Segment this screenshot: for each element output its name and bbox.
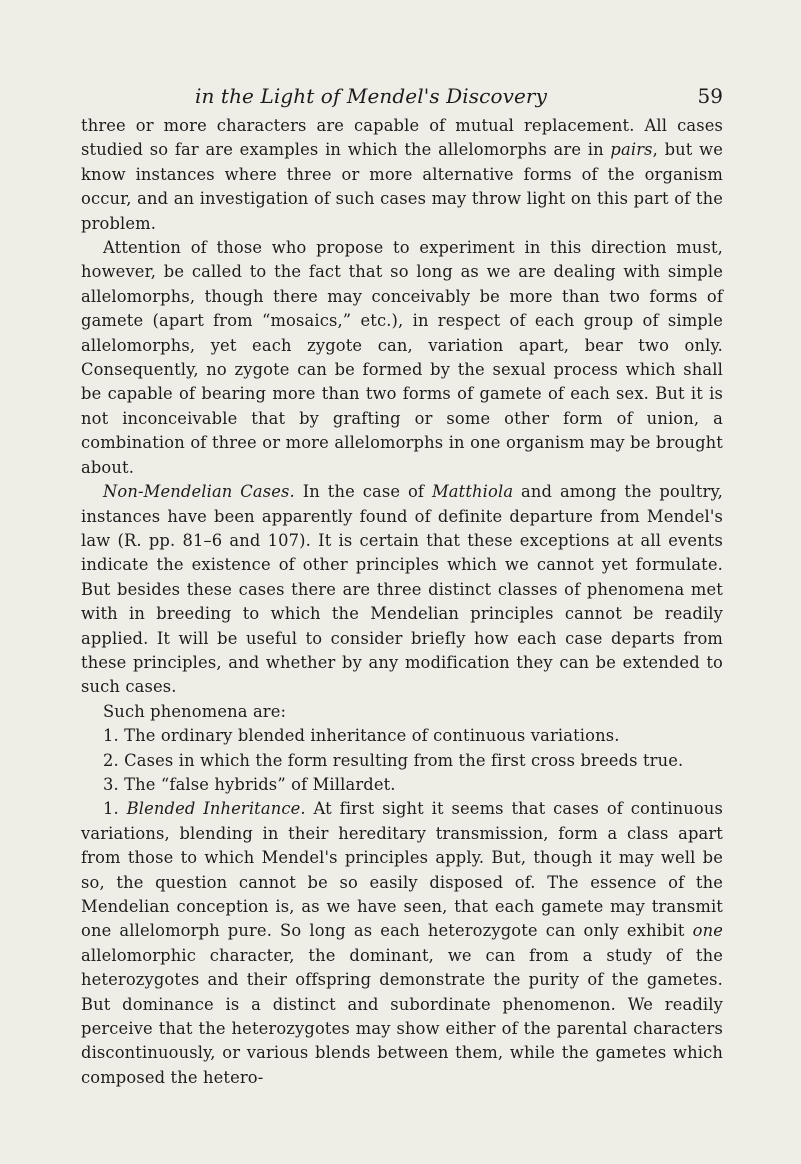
page-header [81, 80, 723, 114]
running-title: in the Light of Mendel's Discovery [195, 84, 547, 108]
emphasis: Matthiola [431, 482, 514, 502]
emphasis: one [692, 921, 723, 941]
emphasis: pairs [610, 140, 653, 160]
paragraph: three or more characters are capable of mutual replacement. All cases studied so far are examples in which the allelomorphs are in pairs, but we know instances where three or more alternative forms of the organism occur, and an investigation of such cases may throw light on this part of the problem. [81, 116, 724, 233]
body-text [81, 114, 723, 1090]
paragraph: 1. Blended Inheritance. At first sight it seems that cases of continuous variations, blending in their hereditary transmission, form a class apart from those to which Mendel's principles apply. But, though it may well be so, the question cannot be so easily disposed of. The essence of the Mendelian conception is, as we have seen, that each gamete may transmit one allelomorph pure. So long as each heterozygote can only exhibit one allelomorphic character, the dominant, we can from a study of the heterozygotes and their offspring demonstrate the purity of the gametes. But dominance is a distinct and subordinate phenomenon. We readily perceive that the heterozygotes may show either of the parental characters discontinuously, or various blends between them, while the gametes which composed the hetero- [81, 799, 724, 1087]
section-heading: Blended Inheritance. [126, 799, 306, 819]
page-number: 59 [697, 84, 723, 108]
section-heading: Non-Mendelian Cases. [103, 482, 295, 502]
list-item: 2. Cases in which the form resulting from the first cross breeds true. [103, 750, 684, 770]
book-page [81, 80, 723, 1090]
list-item: 3. The “false hybrids” of Millardet. [103, 774, 396, 794]
paragraph: Non-Mendelian Cases. In the case of Matthiola and among the poultry, instances have been apparently found of definite departure from Mendel's law (R. pp. 81–6 and 107). It is certain that these exceptions at all events indicate the existence of other principles which we cannot yet formulate. But besides these cases there are three distinct classes of phenomena met with in breeding to which the Mendelian principles cannot be readily applied. It will be useful to consider briefly how each case departs from these principles, and whether by any modification they can be extended to such cases. [81, 482, 724, 697]
paragraph: Such phenomena are: [103, 701, 287, 721]
paragraph: Attention of those who propose to experiment in this direction must, however, be called to the fact that so long as we are dealing with simple allelomorphs, though there may conceivably be more than two forms of gamete (apart from “mosaics,” etc.), in respect of each group of simple allelomorphs, yet each zygote can, variation apart, bear two only. Consequently, no zygote can be formed by the sexual process which shall be capable of bearing more than two forms of gamete of each sex. But it is not inconceivable that by grafting or some other form of union, a combination of three or more allelomorphs in one organism may be brought about. [81, 238, 723, 477]
list-item: 1. The ordinary blended inheritance of continuous variations. [103, 726, 620, 746]
